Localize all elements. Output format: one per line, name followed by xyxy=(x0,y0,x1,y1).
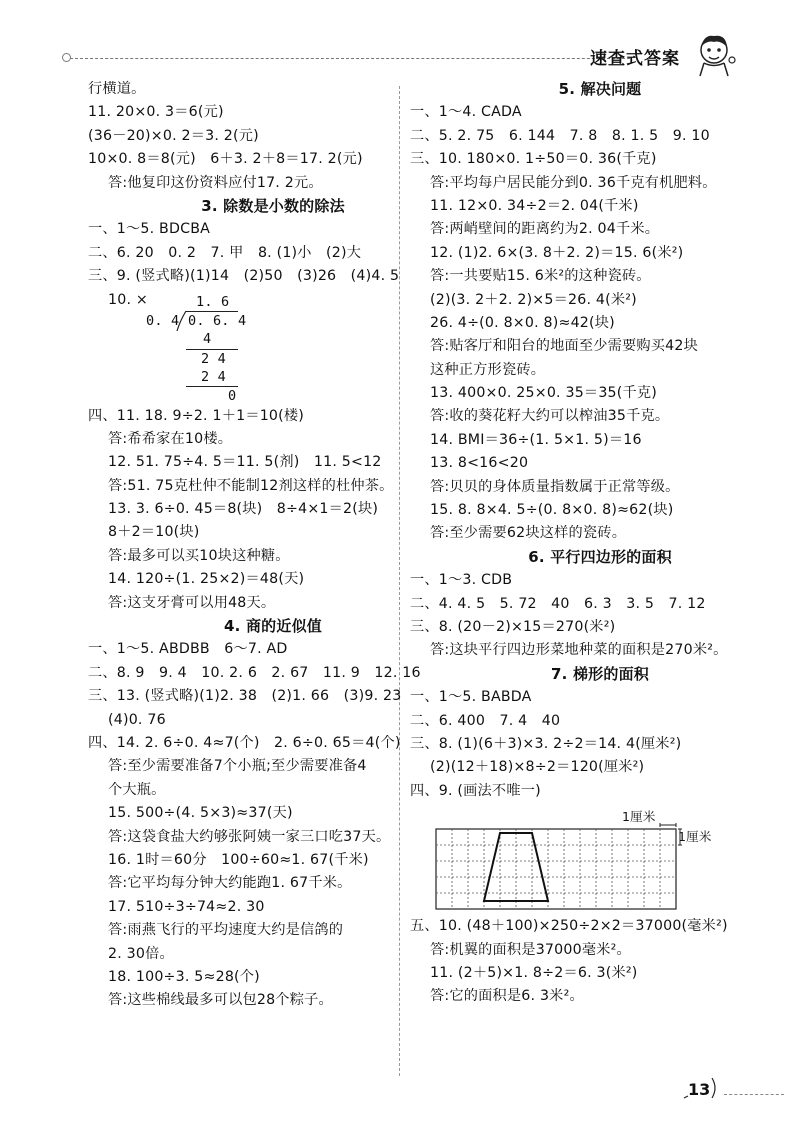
answer-line: 答:51. 75克杜仲不能制12剂这样的杜仲茶。 xyxy=(108,477,394,494)
left-column xyxy=(88,78,458,1013)
answer-line: 三、10. 180×0. 1÷50＝0. 36(千克) xyxy=(410,151,657,168)
answer-line: 答:至少需要准备7个小瓶;至少需要准备4 xyxy=(108,758,367,775)
answer-line: 一、1～3. CDB xyxy=(410,572,513,589)
answer-line: 答:这些棉线最多可以包28个粽子。 xyxy=(108,992,333,1009)
grid-scale-marker-side xyxy=(678,829,682,845)
grid-scale-label-side: 1厘米 xyxy=(678,829,712,845)
section-heading-3: 3. 除数是小数的除法 xyxy=(201,196,345,215)
answer-line: 2. 30倍。 xyxy=(108,945,174,962)
answer-line: 13. 400×0. 25×0. 35＝35(千克) xyxy=(430,385,658,402)
answer-line: 18. 100÷3. 5≈28(个) xyxy=(108,968,260,985)
answer-line: 二、6. 20 0. 2 7. 甲 8. (1)小 (2)大 xyxy=(88,244,362,261)
answer-line: 答:贝贝的身体质量指数属于正常等级。 xyxy=(430,478,680,495)
answer-line: 答:一共要贴15. 6米²的这种瓷砖。 xyxy=(430,268,651,285)
answer-line: 个大瓶。 xyxy=(108,781,166,798)
answer-line: 一、1～4. CADA xyxy=(410,104,522,121)
answer-line: 行横道。 xyxy=(88,81,146,97)
section-heading-5: 5. 解决问题 xyxy=(558,80,642,98)
answer-line: 二、4. 4. 5 5. 72 40 6. 3 3. 5 7. 12 xyxy=(410,595,706,612)
answer-line: 四、9. (画法不唯一) xyxy=(410,782,541,799)
answer-line: 15. 8. 8×4. 5÷(0. 8×0. 8)≈62(块) xyxy=(430,502,674,519)
division-remainder: 0 xyxy=(228,387,237,404)
answer-line: (2)(3. 2＋2. 2)×5＝26. 4(米²) xyxy=(430,291,637,308)
answer-line: 10×0. 8＝8(元) 6＋3. 2＋8＝17. 2(元) xyxy=(88,151,363,168)
page-number: 13 xyxy=(688,1080,711,1099)
answer-line: 一、1～5. BDCBA xyxy=(88,221,211,238)
section-heading-6: 6. 平行四边形的面积 xyxy=(528,547,672,566)
division-step: 4 xyxy=(203,330,212,347)
answer-line: 四、14. 2. 6÷0. 4≈7(个) 2. 6÷0. 65＝4(个) xyxy=(88,734,401,751)
grid-border xyxy=(436,829,676,909)
answer-line: 二、6. 400 7. 4 40 xyxy=(410,712,561,729)
answer-line: 一、1～5. BABDA xyxy=(410,689,532,706)
answer-line: 答:两峭壁间的距离约为2. 04千米。 xyxy=(430,221,660,238)
division-label: 10. × xyxy=(108,291,148,308)
answer-line: 12. 51. 75÷4. 5＝11. 5(剂) 11. 5<12 xyxy=(108,454,382,471)
trapezoid-grid-figure xyxy=(410,803,790,915)
answer-line: 二、5. 2. 75 6. 144 7. 8 8. 1. 5 9. 10 xyxy=(410,127,710,144)
answer-line: 答:这支牙膏可以用48天。 xyxy=(108,594,276,611)
answer-line: 一、1～5. ABDBB 6～7. AD xyxy=(88,641,288,658)
answer-line: 二、8. 9 9. 4 10. 2. 6̇ 2. 67 11. 9 12. 16 xyxy=(88,664,421,681)
answer-line: 答:希希家在10楼。 xyxy=(108,430,233,447)
answer-line: 16. 1时＝60分 100÷60≈1. 67(千米) xyxy=(108,851,369,868)
answer-line: 8＋2＝10(块) xyxy=(108,524,200,541)
grid-lines xyxy=(436,829,676,909)
footer-dashed-line xyxy=(724,1094,784,1095)
division-step: 2 4 xyxy=(201,350,226,367)
answer-line: 答:贴客厅和阳台的地面至少需要购买42块 xyxy=(430,338,699,355)
answer-line: 答:平均每户居民能分到0. 36千克有机肥料。 xyxy=(430,174,717,191)
answer-line: 14. 120÷(1. 25×2)＝48(天) xyxy=(108,571,305,588)
answer-line: 四、11. 18. 9÷2. 1＋1＝10(楼) xyxy=(88,407,305,424)
answer-line: 15. 500÷(4. 5×3)≈37(天) xyxy=(108,805,293,822)
answer-line: 17. 510÷3÷74≈2. 30 xyxy=(108,898,265,915)
answer-line: 答:至少需要62块这样的瓷砖。 xyxy=(430,525,627,542)
answer-line: 11. (2＋5)×1. 8÷2＝6. 3(米²) xyxy=(430,964,638,981)
answer-line: 这种正方形瓷砖。 xyxy=(430,361,546,378)
division-step: 2 4 xyxy=(201,368,226,385)
answer-line: 11. 12×0. 34÷2＝2. 04(千米) xyxy=(430,197,639,214)
right-column xyxy=(410,78,790,1009)
division-dividend: 0. 6. 4 xyxy=(188,312,247,329)
header-title: 速查式答案 xyxy=(590,49,680,69)
answer-line: (2)(12＋18)×8÷2＝120(厘米²) xyxy=(430,759,645,776)
answer-line: 三、8. (20－2)×15＝270(米²) xyxy=(410,618,616,635)
answer-line: 答:它平均每分钟大约能跑1. 67千米。 xyxy=(108,875,352,892)
grid-scale-marker-top xyxy=(660,823,676,827)
answer-line: 13. 3. 6÷0. 45＝8(块) 8÷4×1＝2(块) xyxy=(108,501,379,518)
answer-line: (4)0. 76 xyxy=(108,711,166,728)
mascot-boy-icon xyxy=(690,30,738,78)
answer-line: 11. 20×0. 3＝6(元) xyxy=(88,104,224,121)
answer-line: 答:收的葵花籽大约可以榨油35千克。 xyxy=(430,408,670,425)
section-heading-4: 4. 商的近似值 xyxy=(224,617,322,636)
answer-line: 答:雨燕飞行的平均速度大约是信鸽的 xyxy=(108,922,344,939)
answer-line: 答:他复印这份资料应付17. 2元。 xyxy=(108,174,323,191)
section-heading-7: 7. 梯形的面积 xyxy=(551,664,649,683)
answer-line: 答:最多可以买10块这种糖。 xyxy=(108,547,290,564)
answer-line: (36－20)×0. 2＝3. 2(元) xyxy=(88,127,259,144)
answer-line: 答:机翼的面积是37000毫米²。 xyxy=(430,941,631,958)
long-division-figure xyxy=(88,289,458,405)
division-quotient: 1. 6 xyxy=(196,293,230,310)
answer-line: 三、8. (1)(6＋3)×3. 2÷2＝14. 4(厘米²) xyxy=(410,735,682,752)
grid-scale-label-top: 1厘米 xyxy=(622,809,656,825)
answer-line: 答:这袋食盐大约够张阿姨一家三口吃37天。 xyxy=(108,828,391,845)
division-divisor: 0. 4 xyxy=(146,312,180,329)
answer-line: 五、10. (48＋100)×250÷2×2＝37000(毫米²) xyxy=(410,918,728,935)
answer-line: 14. BMI＝36÷(1. 5×1. 5)＝16 xyxy=(430,431,642,448)
answer-line: 26. 4÷(0. 8×0. 8)≈42(块) xyxy=(430,314,615,331)
answer-line: 三、9. (竖式略)(1)14 (2)50 (3)26 (4)4. 5 xyxy=(88,268,400,285)
answer-line: 13. 8<16<20 xyxy=(430,455,529,472)
answer-line: 答:它的面积是6. 3米²。 xyxy=(430,988,584,1005)
answer-line: 12. (1)2. 6×(3. 8＋2. 2)＝15. 6(米²) xyxy=(430,244,684,261)
trapezoid-grid-svg xyxy=(428,821,684,913)
answer-line: 三、13. (竖式略)(1)2. 38 (2)1. 66 (3)9. 23 xyxy=(88,688,402,705)
answer-line: 答:这块平行四边形菜地种菜的面积是270米²。 xyxy=(430,642,728,659)
header-dashed-line xyxy=(70,58,630,59)
